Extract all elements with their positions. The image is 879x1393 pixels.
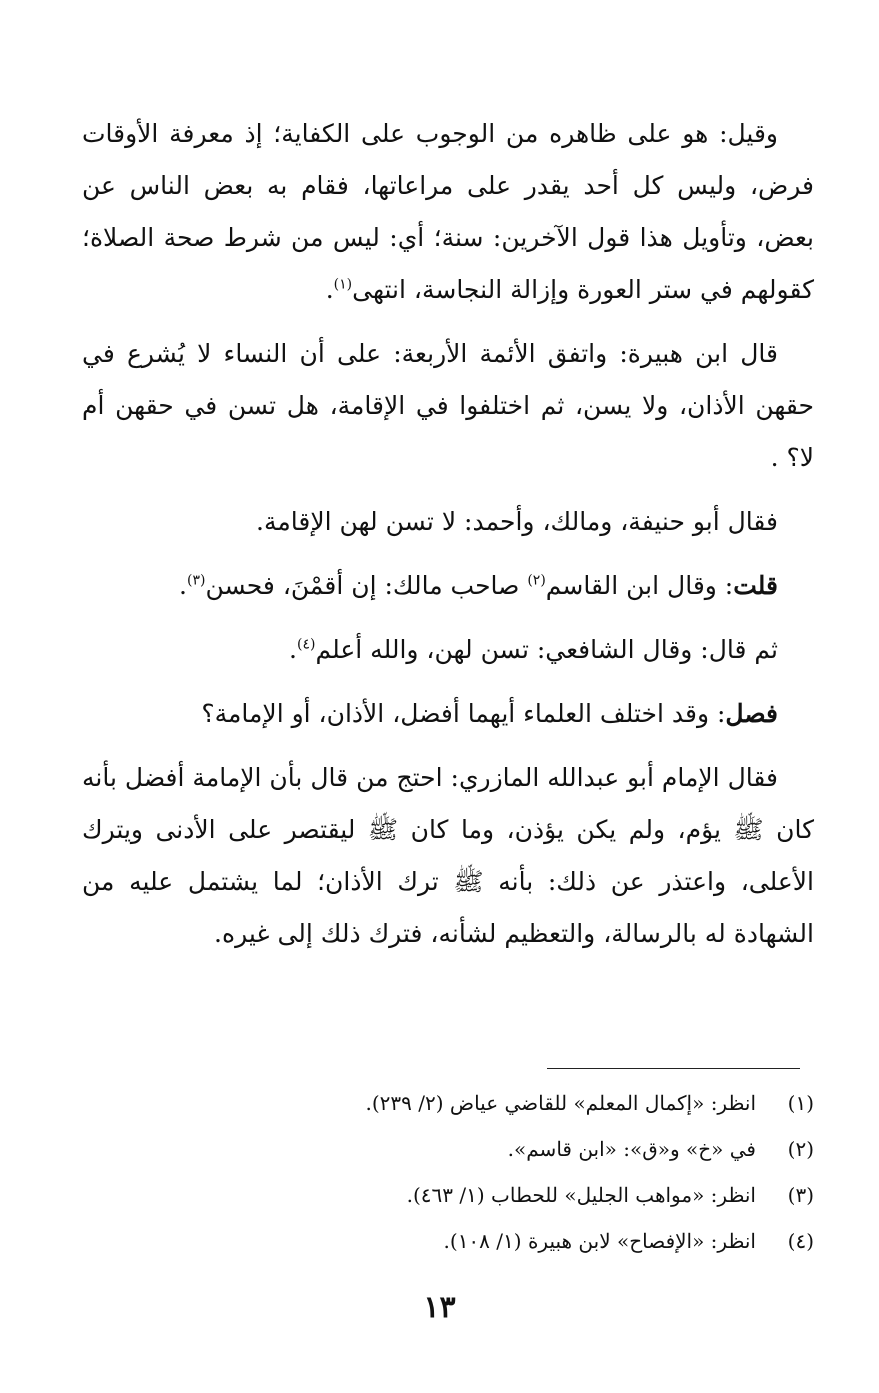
footnote-ref-2[interactable]: (٢) [527,572,546,589]
paragraph-4-lead: قلت [733,571,778,600]
paragraph-4-text-b: صاحب مالك: إن أقمْنَ، فحسن [205,571,528,600]
footnote-4 [214,1218,814,1264]
paragraph-2 [82,328,814,484]
footnote-ref-3[interactable]: (٣) [186,572,206,589]
paragraph-1-text: وقيل: هو على ظاهره من الوجوب على الكفاية؛ إذ معرفة الأوقات فرض، وليس كل أحد يقدر على مراعاتها، فقام به بعض الناس عن بعض، وتأويل هذا قول الآخرين: سنة؛ أي: ليس من شرط صحة الصلاة؛ كقولهم في ستر العورة وإزالة النجاسة، انتهى [82,119,814,304]
footnote-number: (٤) [787,1229,814,1253]
footnote-number: (٢) [787,1137,814,1161]
footnote-divider [547,1068,800,1069]
footnote-text: انظر: «إكمال المعلم» للقاضي عياض (٢/ ٢٣٩). [365,1091,756,1115]
footnote-1 [214,1080,814,1126]
footnote-3 [214,1172,814,1218]
paragraph-5 [82,624,814,676]
page-number: ١٣ [423,1290,456,1325]
footnote-2 [214,1126,814,1172]
paragraph-6 [82,688,814,740]
footnote-text: انظر: «الإفصاح» لابن هبيرة (١/ ١٠٨). [443,1229,756,1253]
footnotes [214,1080,814,1264]
paragraph-3 [82,496,814,548]
footnote-ref-1[interactable]: (١) [333,276,353,293]
paragraph-4-end: . [179,571,187,600]
footnote-text: انظر: «مواهب الجليل» للحطاب (١/ ٤٦٣). [406,1183,756,1207]
paragraph-3-text: فقال أبو حنيفة، ومالك، وأحمد: لا تسن لهن الإقامة. [256,507,778,536]
paragraph-4 [82,560,814,612]
paragraph-5-text: ثم قال: وقال الشافعي: تسن لهن، والله أعلم [315,635,778,664]
paragraph-4-text-a: : وقال ابن القاسم [545,571,734,600]
footnote-number: (٣) [787,1183,814,1207]
paragraph-6-lead: فصل [725,699,778,728]
paragraph-2-text: قال ابن هبيرة: واتفق الأئمة الأربعة: على أن النساء لا يُشرع في حقهن الأذان، ولا يسن، ثم اختلفوا في الإقامة، هل تسن في حقهن أم لا؟ . [82,339,814,472]
footnote-number: (١) [787,1091,814,1115]
paragraph-7-text: فقال الإمام أبو عبدالله المازري: احتج من قال بأن الإمامة أفضل بأنه كان ﷺ يؤم، ولم يكن يؤذن، وما كان ﷺ ليقتصر على الأدنى ويترك الأعلى، واعتذر عن ذلك: بأنه ﷺ ترك الأذان؛ لما يشتمل عليه من الشهادة له بالرسالة، والتعظيم لشأنه، فترك ذلك إلى غيره. [82,763,814,948]
page-body [82,108,814,972]
footnote-text: في «خ» و«ق»: «ابن قاسم». [507,1137,756,1161]
paragraph-1-end: . [325,275,334,304]
paragraph-5-end: . [289,635,297,664]
paragraph-1 [82,108,814,316]
paragraph-6-text: : وقد اختلف العلماء أيهما أفضل، الأذان، أو الإمامة؟ [201,699,726,728]
paragraph-7 [82,752,814,960]
footnote-ref-4[interactable]: (٤) [296,636,316,653]
